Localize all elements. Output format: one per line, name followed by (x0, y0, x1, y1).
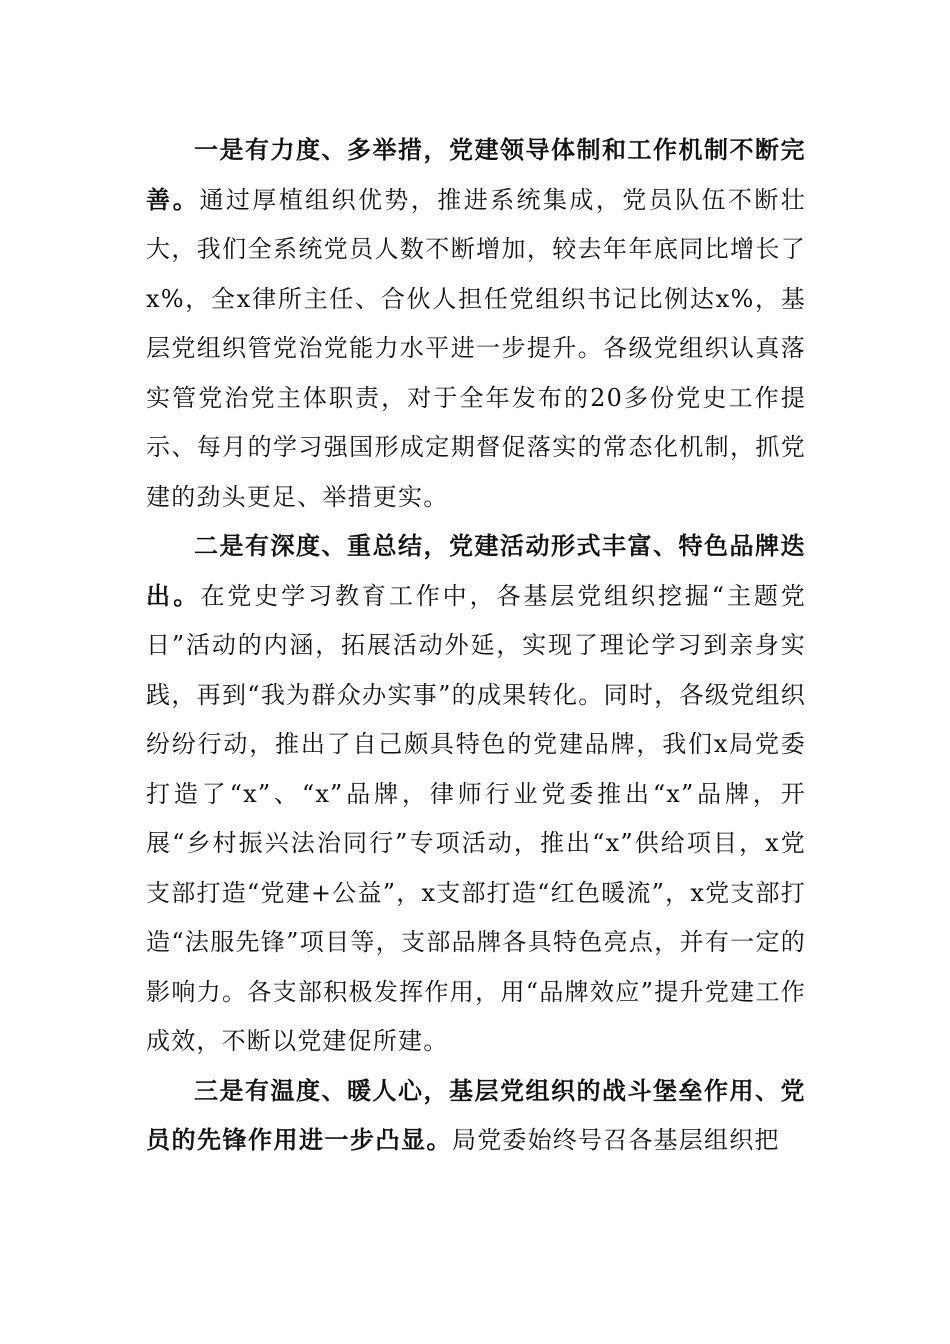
document-body (146, 126, 806, 1166)
paragraph-3 (146, 1067, 806, 1166)
paragraph-1-lead: 一是有力度、多举措，党建领导体制和工作机制不断完善。 (146, 136, 806, 214)
paragraph-2-lead: 二是有深度、重总结，党建活动形式丰富、特色品牌迭出。 (146, 532, 806, 610)
paragraph-3-lead: 三是有温度、暖人心，基层党组织的战斗堡垒作用、党员的先锋作用进一步凸显。 (146, 1076, 806, 1154)
paragraph-1 (146, 126, 806, 522)
paragraph-2-body: 在党史学习教育工作中，各基层党组织挖掘“主题党日”活动的内涵，拓展活动外延，实现了理论学习到亲身实践，再到“我为群众办实事”的成果转化。同时，各级党组织纷纷行动，推出了自己颇具特色的党建品牌，我们x局党委打造了“x”、“x”品牌，律师行业党委推出“x”品牌，开展“乡村振兴法治同行”专项活动，推出“x”供给项目，x党支部打造“党建+公益”，x支部打造“红色暖流”，x党支部打造“法服先锋”项目等，支部品牌各具特色亮点，并有一定的影响力。各支部积极发挥作用，用“品牌效应”提升党建工作成效，不断以党建促所建。 (146, 581, 807, 1055)
paragraph-1-body: 通过厚植组织优势，推进系统集成，党员队伍不断壮大，我们全系统党员人数不断增加，较去年年底同比增长了x%，全x律所主任、合伙人担任党组织书记比例达x%，基层党组织管党治党能力水平进一步提升。各级党组织认真落实管党治党主体职责，对于全年发布的20多份党史工作提示、每月的学习强国形成定期督促落实的常态化机制，抓党建的劲头更足、举措更实。 (146, 185, 806, 511)
paragraph-2 (146, 522, 806, 1067)
paragraph-3-body: 局党委始终号召各基层组织把 (452, 1126, 780, 1154)
